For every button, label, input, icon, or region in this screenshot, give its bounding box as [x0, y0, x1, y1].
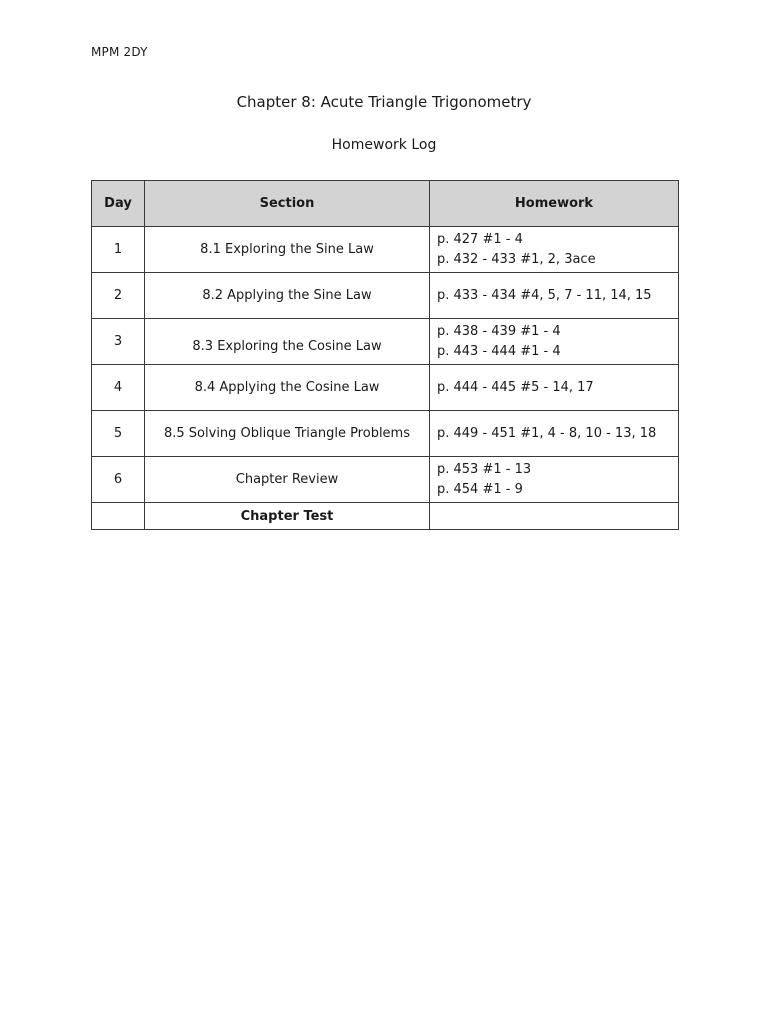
table-row	[92, 227, 679, 273]
homework-line: p. 453 #1 - 13	[437, 461, 532, 477]
homework-line: p. 438 - 439 #1 - 4	[437, 323, 561, 339]
header-homework: Homework	[430, 181, 679, 227]
homework-line: p. 444 - 445 #5 - 14, 17	[437, 379, 594, 395]
homework-line: p. 427 #1 - 4	[437, 231, 523, 247]
homework-line: p. 449 - 451 #1, 4 - 8, 10 - 13, 18	[437, 425, 657, 441]
day-cell: 6	[92, 457, 145, 503]
homework-cell	[430, 319, 679, 365]
day-cell: 1	[92, 227, 145, 273]
section-cell: 8.5 Solving Oblique Triangle Problems	[145, 411, 430, 457]
homework-cell	[430, 411, 679, 457]
homework-line: p. 443 - 444 #1 - 4	[437, 343, 561, 359]
table-row	[92, 457, 679, 503]
section-text: 8.3 Exploring the Cosine Law	[192, 339, 382, 354]
section-cell: Chapter Review	[145, 457, 430, 503]
header-section: Section	[145, 181, 430, 227]
section-cell	[145, 319, 430, 365]
day-cell: 2	[92, 273, 145, 319]
day-cell: 3	[92, 319, 145, 365]
table-row	[92, 503, 679, 530]
homework-line: p. 454 #1 - 9	[437, 481, 523, 497]
homework-cell	[430, 365, 679, 411]
homework-cell	[430, 503, 679, 530]
day-cell	[92, 503, 145, 530]
page-subtitle: Homework Log	[331, 137, 437, 153]
table-row	[92, 411, 679, 457]
homework-cell	[430, 273, 679, 319]
section-cell: 8.4 Applying the Cosine Law	[145, 365, 430, 411]
day-cell: 5	[92, 411, 145, 457]
homework-cell	[430, 457, 679, 503]
table-row	[92, 273, 679, 319]
section-cell: 8.2 Applying the Sine Law	[145, 273, 430, 319]
homework-line: p. 433 - 434 #4, 5, 7 - 11, 14, 15	[437, 287, 652, 303]
homework-line: p. 432 - 433 #1, 2, 3ace	[437, 251, 596, 267]
section-cell: 8.1 Exploring the Sine Law	[145, 227, 430, 273]
homework-log-table	[91, 180, 679, 530]
page-title: Chapter 8: Acute Triangle Trigonometry	[236, 93, 532, 111]
homework-cell	[430, 227, 679, 273]
table-row	[92, 319, 679, 365]
section-cell: Chapter Test	[145, 503, 430, 530]
day-cell: 4	[92, 365, 145, 411]
header-day: Day	[92, 181, 145, 227]
table-row	[92, 365, 679, 411]
table-header-row	[92, 181, 679, 227]
course-code: MPM 2DY	[91, 45, 148, 59]
